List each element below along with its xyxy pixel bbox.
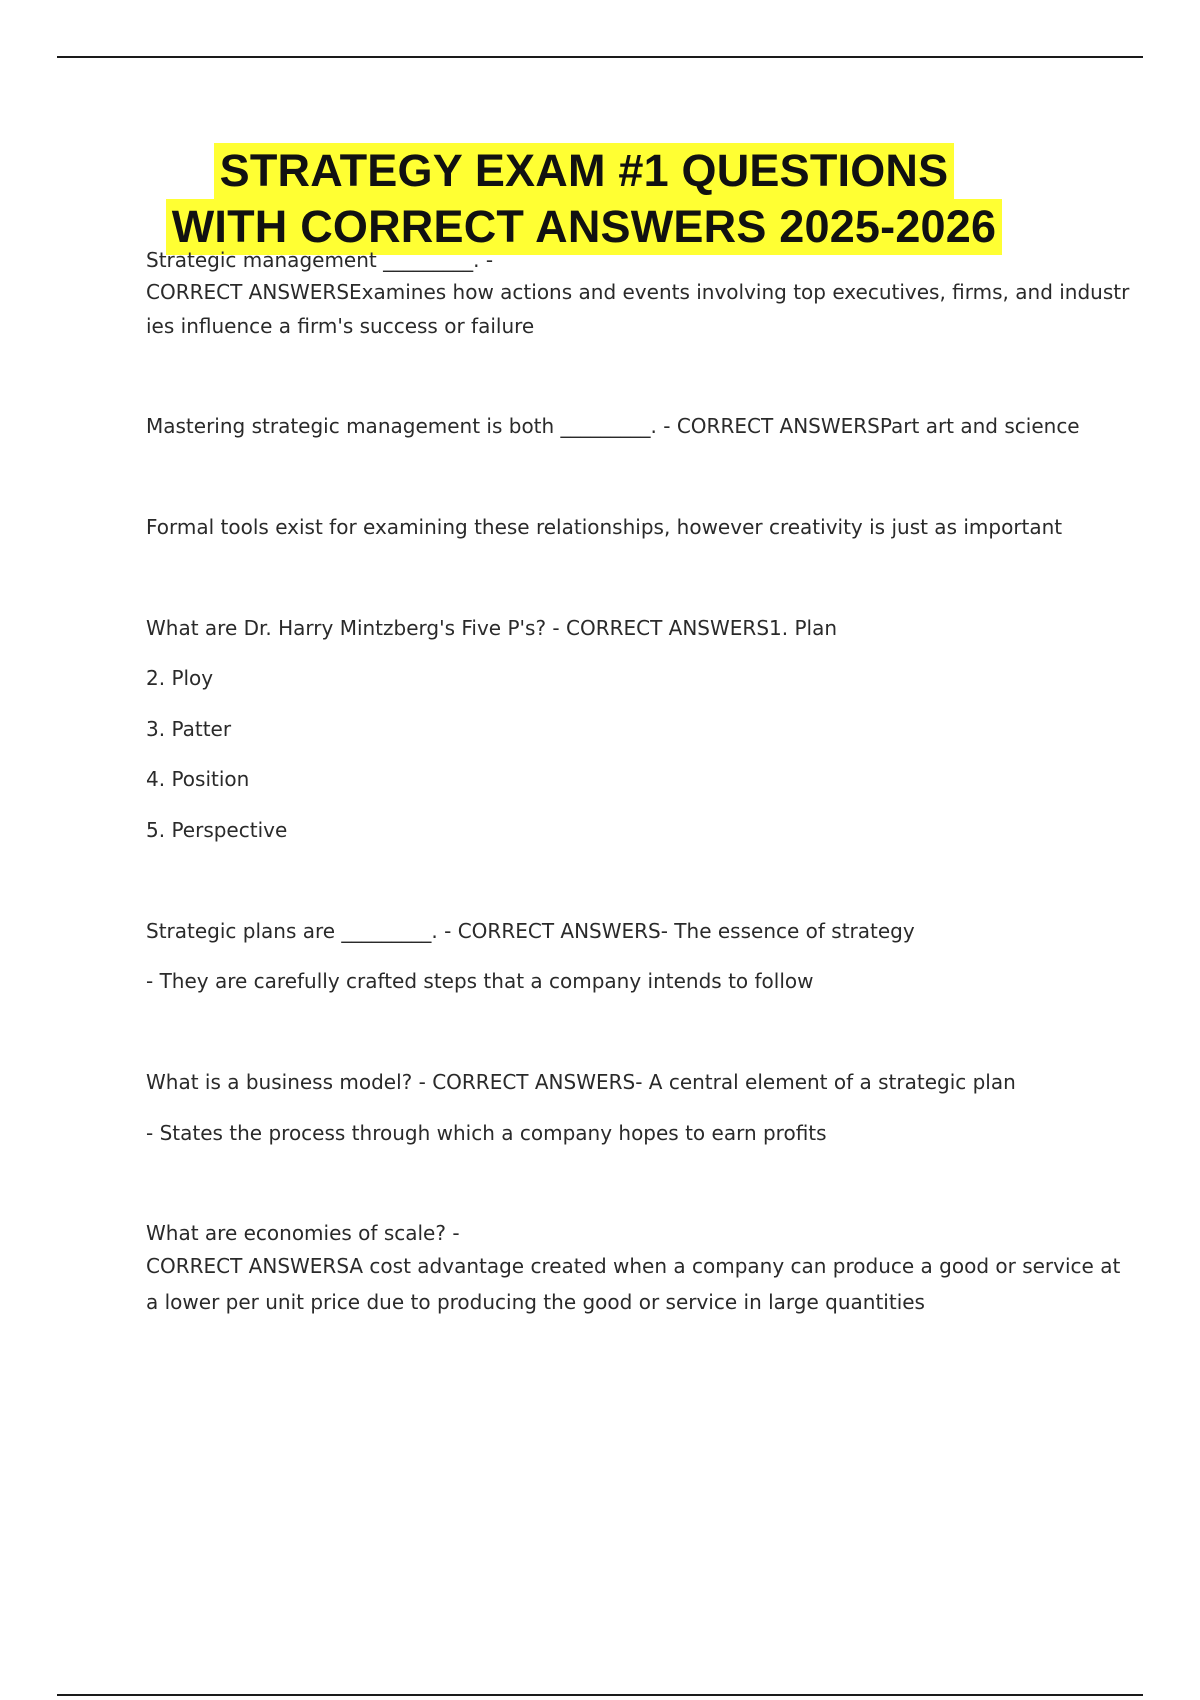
- question-line: What are economies of scale? -: [146, 1221, 460, 1245]
- question-line: What is a business model? - CORRECT ANSWERS- A central element of a strategic plan: [146, 1070, 1016, 1094]
- title-line-1: STRATEGY EXAM #1 QUESTIONS: [214, 143, 955, 199]
- answer-line: ies influence a firm's success or failure: [146, 314, 535, 338]
- list-item: 3. Patter: [146, 717, 232, 741]
- list-item: 5. Perspective: [146, 818, 288, 842]
- top-rule: [57, 56, 1143, 58]
- answer-line: a lower per unit price due to producing the good or service in large quantities: [146, 1290, 925, 1314]
- answer-line: - They are carefully crafted steps that a company intends to follow: [146, 969, 814, 993]
- question-line: Strategic management _________. -: [146, 248, 494, 272]
- list-item: 4. Position: [146, 767, 250, 791]
- answer-line: CORRECT ANSWERSA cost advantage created when a company can produce a good or service at: [146, 1254, 1121, 1278]
- question-line: Mastering strategic management is both _________. - CORRECT ANSWERSPart art and science: [146, 414, 1080, 438]
- bottom-rule: [57, 1694, 1143, 1696]
- title-line-2: WITH CORRECT ANSWERS 2025-2026: [166, 199, 1003, 255]
- question-line: Strategic plans are _________. - CORRECT ANSWERS- The essence of strategy: [146, 919, 915, 943]
- document-title: [0, 143, 1184, 255]
- list-item: 2. Ploy: [146, 666, 214, 690]
- answer-line: CORRECT ANSWERSExamines how actions and events involving top executives, firms, and industr: [146, 280, 1130, 304]
- answer-line: - States the process through which a company hopes to earn profits: [146, 1121, 827, 1145]
- question-line: What are Dr. Harry Mintzberg's Five P's? - CORRECT ANSWERS1. Plan: [146, 616, 837, 640]
- statement-line: Formal tools exist for examining these relationships, however creativity is just as important: [146, 515, 1063, 539]
